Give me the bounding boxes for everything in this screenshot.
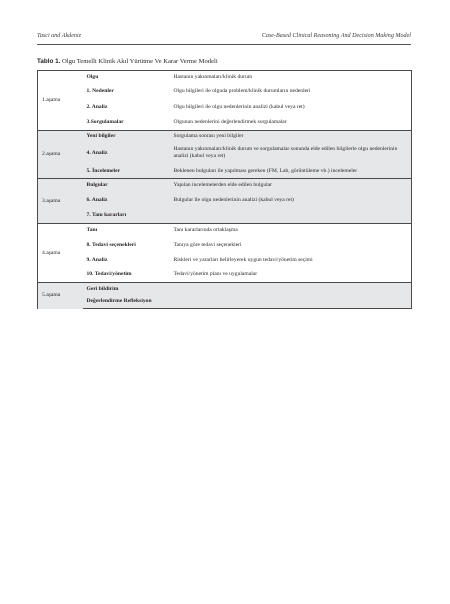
table-caption bbox=[37, 58, 218, 65]
step-cell: 3.Sorgulamalar bbox=[83, 116, 170, 131]
description-cell: Olgu bilgileri ile olguda problem/klinik durumların nedenleri bbox=[170, 84, 412, 100]
description-cell: Hastanın yakınmaları/klinik durum bbox=[170, 71, 412, 84]
description-cell: Sorgulama sonrası yeni bilgiler bbox=[170, 131, 412, 142]
step-cell: 5. İncelemeler bbox=[83, 165, 170, 179]
table-row bbox=[38, 238, 412, 253]
stage-cell: 3.aşama bbox=[38, 179, 83, 224]
description-cell: Yapılan incelemelerden elde edilen bulgular bbox=[170, 179, 412, 192]
step-cell: 4. Analiz bbox=[83, 142, 170, 165]
step-cell: Bulgular bbox=[83, 179, 170, 192]
description-cell: Hastanın yakınmaları/klinik durum ve sorgulamalar sonunda elde edilen bilgilerle olgu nedenlerinin analizi (kabul veya ret) bbox=[170, 142, 412, 165]
step-cell: 9. Analiz bbox=[86, 256, 108, 263]
header-journal-title: Case-Based Clinical Reasoning And Decision Making Model bbox=[261, 33, 411, 39]
table-row bbox=[38, 179, 412, 192]
table-row bbox=[38, 142, 412, 165]
description-cell: Tanı kararlarında ortaklaşma bbox=[170, 224, 412, 238]
table-row bbox=[38, 100, 412, 116]
description-cell: Tanıya göre tedavi seçenekleri bbox=[170, 238, 412, 253]
step-cell: Tanı bbox=[83, 224, 170, 238]
running-header bbox=[37, 33, 411, 43]
stage-cell: 5.aşama bbox=[38, 283, 83, 309]
step-cell: 6. Analiz bbox=[83, 192, 170, 209]
description-cell: Olgunun nedenlerini değerlendirmek sorgulamalar bbox=[170, 116, 412, 131]
step-cell: 10. Tedavi/yönetim bbox=[83, 268, 170, 283]
table-row bbox=[38, 116, 412, 131]
description-cell bbox=[170, 296, 412, 309]
step-cell: Değerlendirme Refleksiyon bbox=[83, 296, 170, 309]
header-divider bbox=[37, 44, 411, 45]
table-row bbox=[38, 268, 412, 283]
step-cell: Yeni bilgiler bbox=[83, 131, 170, 142]
stage-cell: 4.aşama bbox=[38, 224, 83, 283]
description-cell: Bulgular ile olgu nedenlerinin analizi (kabul veya ret) bbox=[170, 192, 412, 209]
description-cell: Tedavi/yönetim planı ve uygulamalar bbox=[170, 268, 412, 283]
step-cell: 1. Nedenler bbox=[86, 88, 114, 94]
stage-cell: 2.aşama bbox=[38, 131, 83, 179]
table-caption-label: Tablo 1. bbox=[37, 58, 61, 65]
table-row bbox=[38, 296, 412, 309]
header-authors: Tasci and Akdeniz bbox=[37, 33, 82, 39]
table-row bbox=[38, 253, 412, 268]
table-row bbox=[38, 209, 412, 224]
table-row bbox=[38, 283, 412, 296]
step-cell: Olgu bbox=[83, 71, 170, 84]
table-row bbox=[38, 131, 412, 142]
description-cell: Riskleri ve yararları belirleyerek uygun tedavi/yönetim seçimi bbox=[170, 253, 412, 268]
step-cell: 7. Tanı kararları bbox=[83, 209, 170, 224]
table-caption-title: Olgu Temelli Klinik Akıl Yürütme Ve Karar Verme Modeli bbox=[61, 58, 218, 65]
table-row bbox=[38, 165, 412, 179]
description-cell bbox=[170, 283, 412, 296]
table-row bbox=[38, 71, 412, 84]
model-table bbox=[37, 70, 412, 309]
description-cell: Olgu bilgileri ile olgu nedenlerinin analizi (kabul veya ret) bbox=[170, 100, 412, 116]
model-table-body bbox=[38, 71, 412, 309]
step-cell: 8. Tedavi seçenekleri bbox=[86, 241, 136, 248]
table-row bbox=[38, 192, 412, 209]
step-cell: Geri bildirim bbox=[83, 283, 170, 296]
description-cell: Beklenen bulguları ile yapılması gereken (FM, Lab, görüntüleme vb.) incelemeler bbox=[170, 165, 412, 179]
table-row bbox=[38, 224, 412, 238]
description-cell bbox=[170, 209, 412, 224]
stage-cell: 1.aşama bbox=[38, 71, 83, 131]
step-cell: 2. Analiz bbox=[86, 104, 108, 110]
table-row bbox=[38, 84, 412, 100]
